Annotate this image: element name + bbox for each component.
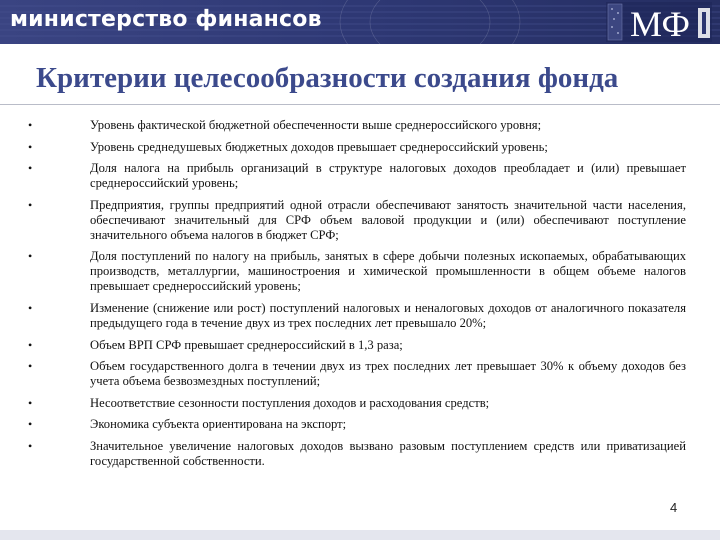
list-item — [28, 161, 686, 191]
criterion-text: Несоответствие сезонности поступления доходов и расходования средств; — [90, 395, 490, 410]
criterion-text: Значительное увеличение налоговых доходов вызвано разовым поступлением средств или приватизацией государственной собственности. — [90, 438, 686, 468]
ministry-name: министерство финансов — [10, 7, 322, 32]
bullet: • — [28, 197, 33, 212]
bullet: • — [28, 118, 33, 132]
list-item — [28, 396, 686, 411]
list-item — [28, 118, 686, 133]
criterion-text: Объем государственного долга в течении двух из трех последних лет превышает 30% к объему доходов без учета объема безвозмездных поступлений; — [90, 359, 686, 389]
footer-bar — [0, 530, 720, 540]
list-item — [28, 359, 686, 389]
header-bar — [0, 0, 720, 44]
slide-title: Критерии целесообразности создания фонда — [36, 62, 619, 94]
criterion-text: Уровень среднедушевых бюджетных доходов превышает среднероссийский уровень; — [90, 139, 548, 154]
bullet: • — [28, 300, 33, 315]
list-item — [28, 338, 686, 353]
criterion-text: Предприятия, группы предприятий одной отрасли обеспечивают занятость значительной части населения, обеспечивают значительный для СРФ объем валовой продукции и (или) обеспечивают поступление значительного объема налогов в бюджет СРФ; — [90, 197, 686, 242]
list-item — [28, 249, 686, 294]
list-item — [28, 301, 686, 331]
criterion-text: Уровень фактической бюджетной обеспеченности выше среднероссийского уровня; — [90, 118, 542, 132]
list-item — [28, 417, 686, 432]
bullet: • — [28, 249, 33, 264]
title-divider — [0, 104, 720, 105]
criterion-text: Объем ВРП СРФ превышает среднероссийский в 1,3 раза; — [90, 337, 403, 352]
bullet: • — [28, 337, 33, 352]
page-number: 4 — [670, 500, 678, 515]
criterion-text: Доля налога на прибыль организаций в структуре налоговых доходов преобладает и (или) превышает среднероссийский уровень; — [90, 161, 686, 191]
ministry-logo — [606, 2, 712, 42]
list-item — [28, 198, 686, 243]
bullet: • — [28, 139, 33, 154]
logo-text: МФ — [630, 4, 690, 42]
criteria-list — [28, 118, 686, 476]
bullet: • — [28, 359, 33, 374]
bullet: • — [28, 417, 33, 432]
criterion-text: Изменение (снижение или рост) поступлений налоговых и неналоговых доходов от аналогичного показателя предыдущего года в течение двух из трех последних лет превышало 20%; — [90, 300, 686, 330]
bullet: • — [28, 161, 33, 176]
criterion-text: Доля поступлений по налогу на прибыль, занятых в сфере добычи полезных ископаемых, обрабатывающих производств, металлургии, машиностроения и химической промышленности в общем объеме налогов превышает среднероссийский уровень; — [90, 249, 686, 294]
list-item — [28, 439, 686, 469]
bullet: • — [28, 438, 33, 453]
criterion-text: Экономика субъекта ориентирована на экспорт; — [90, 417, 347, 432]
list-item — [28, 140, 686, 155]
bullet: • — [28, 395, 33, 410]
